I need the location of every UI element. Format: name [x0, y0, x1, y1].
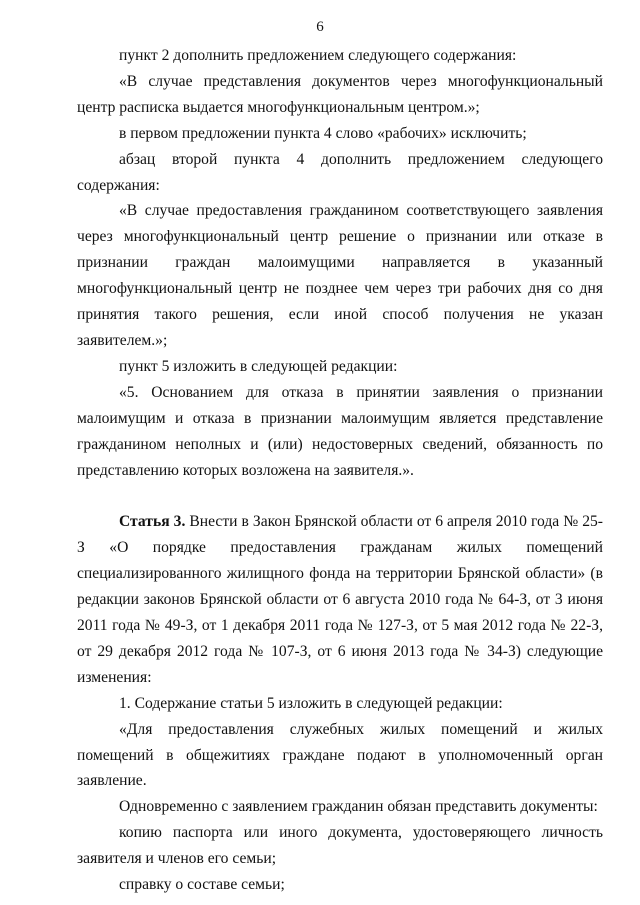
article-3-paragraph	[77, 509, 603, 690]
section-gap	[77, 483, 603, 509]
article-3-label: Статья 3.	[119, 513, 186, 531]
paragraph: абзац второй пункта 4 дополнить предложением следующего содержания:	[77, 150, 603, 194]
paragraph: «5. Основанием для отказа в принятии заявления о признании малоимущим и отказа в признании малоимущим является представление гражданином неполных и (или) недостоверных сведений, обязанность по представлению которых возложена на заявителя.».	[77, 383, 603, 479]
page-number: 6	[316, 19, 324, 35]
paragraph: «В случае представления документов через многофункциональный центр расписка выдается многофункциональным центром.»;	[77, 72, 603, 116]
paragraph: 1. Содержание статьи 5 изложить в следующей редакции:	[119, 694, 503, 712]
paragraph: «Для предоставления служебных жилых помещений и жилых помещений в общежитиях граждане подают в уполномоченный орган заявление.	[77, 720, 603, 790]
paragraph: копию паспорта или иного документа, удостоверяющего личность заявителя и членов его семьи;	[77, 824, 603, 868]
paragraph: в первом предложении пункта 4 слово «рабочих» исключить;	[119, 124, 527, 142]
paragraph: пункт 2 дополнить предложением следующего содержания:	[119, 47, 517, 64]
article-3-text: Внести в Закон Брянской области от 6 апреля 2010 года № 25-З «О порядке предоставления гражданам жилых помещений специализированного жилищного фонда на территории Брянской области» (в редакции законов Брянской области от 6 августа 2010 года № 64-З, от 3 июня 2011 года № 49-З, от 1 декабря 2011 года № 127-З, от 5 мая 2012 года № 22-З, от 29 декабря 2012 года № 107-З, от 6 июня 2013 года № 34-З) следующие изменения:	[77, 513, 603, 686]
paragraph: справку о составе семьи;	[119, 876, 285, 894]
paragraph: Одновременно с заявлением гражданин обязан представить документы:	[119, 798, 598, 816]
paragraph: пункт 5 изложить в следующей редакции:	[119, 357, 398, 375]
paragraph: «В случае предоставления гражданином соответствующего заявления через многофункциональный центр решение о признании или отказе в признании граждан малоимущими направляется в указанный многофункциональный центр не позднее чем через три рабочих дня со дня принятия такого решения, если иной способ получения не указан заявителем.»;	[77, 202, 603, 349]
document-body	[77, 43, 603, 898]
